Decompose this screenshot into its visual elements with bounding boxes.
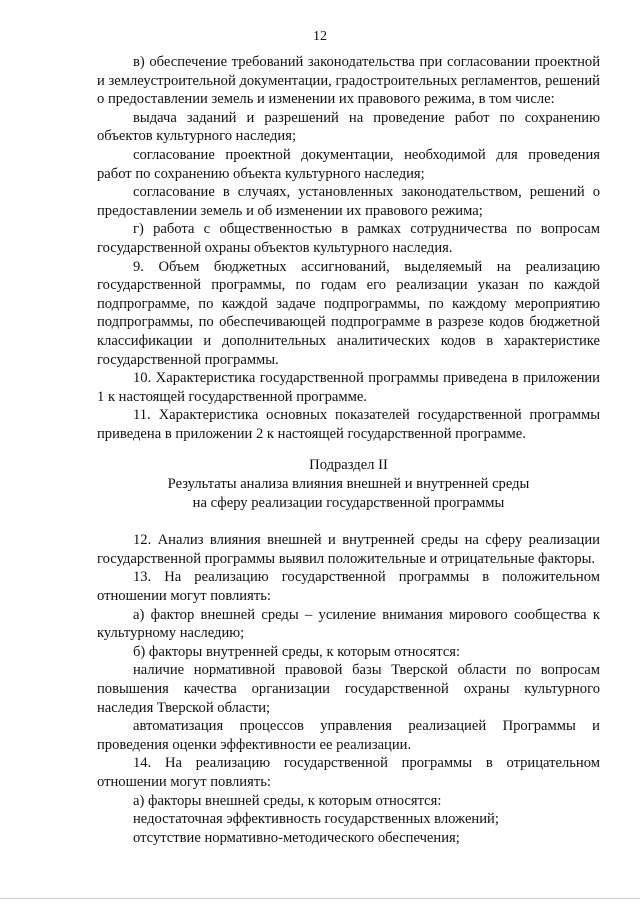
paragraph: 10. Характеристика государственной программы приведена в приложении 1 к настоящей государственной программе. xyxy=(97,370,600,405)
section-label: Подраздел II xyxy=(309,457,388,474)
document-body xyxy=(97,53,600,847)
paragraph: 12. Анализ влияния внешней и внутренней среды на сферу реализации государственной программы выявил положительные и отрицательные факторы. xyxy=(97,532,600,567)
paragraph: в) обеспечение требований законодательства при согласовании проектной и землеустроительной документации, градостроительных регламентов, решений о предоставлении земель и изменении их правового режима, в том числе: xyxy=(97,54,600,108)
paragraph: недостаточная эффективность государственных вложений; xyxy=(133,811,499,828)
section-title-line-2: на сферу реализации государственной программы xyxy=(192,494,505,511)
paragraph: 11. Характеристика основных показателей государственной программы приведена в приложении 2 к настоящей государственной программе. xyxy=(97,407,600,442)
paragraph: 9. Объем бюджетных ассигнований, выделяемый на реализацию государственной программы, по годам его реализации указан по каждой подпрограмме, по каждой задаче подпрограммы, по каждому мероприятию подпрограммы, по обеспечивающей подпрограмме в разрезе кодов бюджетной классификации и дополнительных аналитических кодов в характеристике государственной программы. xyxy=(97,258,600,368)
paragraph: г) работа с общественностью в рамках сотрудничества по вопросам государственной охраны объектов культурного наследия. xyxy=(97,221,600,256)
paragraph: согласование проектной документации, необходимой для проведения работ по сохранению объекта культурного наследия; xyxy=(97,146,600,182)
paragraph: согласование в случаях, установленных законодательством, решений о предоставлении земель и об изменении их правового режима; xyxy=(97,184,600,219)
paragraph: а) факторы внешней среды, к которым относятся: xyxy=(133,792,442,809)
paragraph: автоматизация процессов управления реализацией Программы и проведения оценки эффективности ее реализации. xyxy=(97,718,600,753)
paragraph: отсутствие нормативно-методического обеспечения; xyxy=(133,829,460,846)
page-number: 12 xyxy=(313,29,327,44)
page-bottom-edge xyxy=(0,898,640,899)
paragraph: б) факторы внутренней среды, к которым относятся: xyxy=(133,643,461,660)
paragraph: выдача заданий и разрешений на проведение работ по сохранению объектов культурного наследия; xyxy=(97,109,600,145)
section-title-line-1: Результаты анализа влияния внешней и внутренней среды xyxy=(167,476,530,493)
paragraph: 14. На реализацию государственной программы в отрицательном отношении могут повлиять: xyxy=(97,755,600,790)
section-heading xyxy=(97,456,600,512)
paragraph: наличие нормативной правовой базы Тверской области по вопросам повышения качества организации государственной охраны культурного наследия Тверской области; xyxy=(97,662,600,716)
paragraph: 13. На реализацию государственной программы в положительном отношении могут повлиять: xyxy=(97,569,600,605)
paragraph: а) фактор внешней среды – усиление внимания мирового сообщества к культурному наследию; xyxy=(97,606,600,642)
